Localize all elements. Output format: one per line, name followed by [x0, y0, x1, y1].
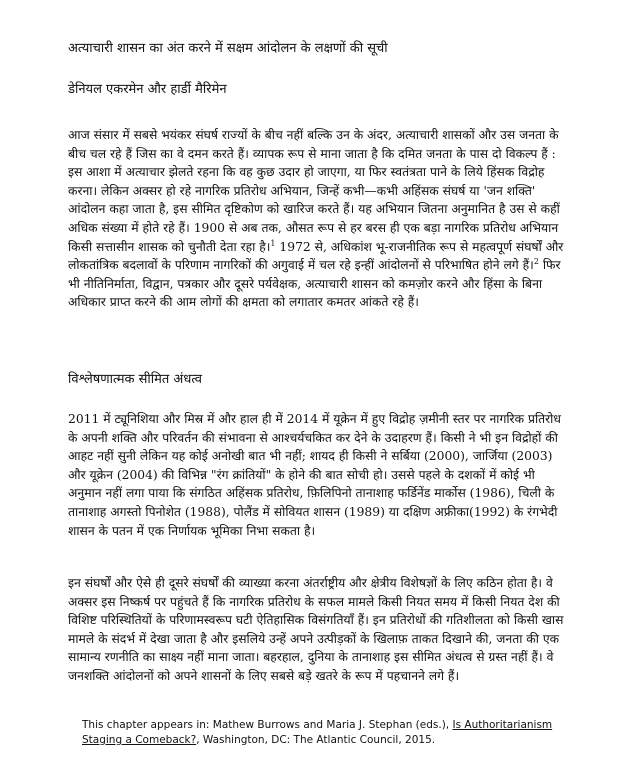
- document-title: अत्याचारी शासन का अंत करने में सक्षम आंदोलन के लक्षणों की सूची: [68, 41, 388, 56]
- document-authors: डेनियल एकरमेन और हार्डी मैरिमेन: [68, 82, 227, 97]
- paragraph-examples: 2011 में ट्यूनिशिया और मिस्र में और हाल ही में 2014 में यूक्रेन में हुए विद्रोह ज़मीनी स्तर पर नागरिक प्रतिरोध के अपनी शक्ति और परिवर्तन की संभावना से आश्चर्यचकित कर देने के उदाहरण हैं। किसी ने भी इन विद्रोहों की आहट नहीं सुनी लेकिन यह कोई अनोखी बात भी नहीं; शायद ही किसी ने सर्बिया (2000), जार्जिया (2003) और यूक्रेन (2004) की विभिन्न "रंग क्रांतियों" के होने की बात सोची हो। उससे पहले के दशकों में कोई भी अनुमान नहीं लगा पाया कि संगठित अहिंसक प्रतिरोध, फ़िलिपिनो तानाशाह फर्डिनेंड मार्कोस (1986), चिली के तानाशाह अगस्तो पिनोशेत (1988), पोलैंड में सोवियत शासन (1989) या दक्षिण अफ्रीका(1992) के रंगभेदी शासन के पतन में एक निर्णायक भूमिका निभा सकता है।: [68, 412, 561, 538]
- footnote-marker-1: 1: [270, 238, 276, 248]
- chapter-citation: [82, 718, 562, 748]
- citation-prefix: This chapter appears in: Mathew Burrows and Maria J. Stephan (eds.),: [82, 719, 453, 731]
- citation-book-link[interactable]: Is Authoritarianism Staging a Comeback?: [82, 719, 553, 746]
- citation-suffix: , Washington, DC: The Atlantic Council, 2015.: [196, 734, 436, 746]
- footnote-marker-2: 2: [533, 257, 539, 267]
- paragraph-text: 1972 से, अधिकांश भू-राजनीतिक रूप से महत्वपूर्ण संघर्षों और लोकतांत्रिक बदलावों के परिणाम नागरिकों की अगुवाई में चल रहे इन्हीं आंदोलनों से परिभाषित होने लगे हैं।: [68, 239, 564, 273]
- paragraph-introduction: [68, 126, 568, 312]
- section-heading: विश्लेषणात्मक सीमित अंधत्व: [68, 372, 203, 387]
- paragraph-analysis: इन संघर्षों और ऐसे ही दूसरे संघर्षों की व्याख्या करना अंतर्राष्ट्रीय और क्षेत्रीय विशेषज्ञों के लिए कठिन होता है। वे अक्सर इस निष्कर्ष पर पहुंचते हैं कि नागरिक प्रतिरोध के सफल मामले किसी नियत समय में किसी नियत देश की विशिष्ट परिस्थितियों के परिणामस्वरूप घटी ऐतिहासिक विसंगतियाँ हैं। इन प्रतिरोधों की गतिशीलता को किसी खास मामले के संदर्भ में देखा जाता है और इसलिये उन्हें अपने उत्पीड़कों के खिलाफ़ ताकत दिखाने की, जनता की एक सामान्य रणनीति का साक्ष्य नहीं माना जाता। बहरहाल, दुनिया के तानाशाह इस सीमित अंधत्व से ग्रस्त नहीं हैं। वे जनशक्ति आंदोलनों को अपने शासनों के लिए सबसे बड़े खतरे के रूप में पहचानने लगे हैं।: [68, 576, 564, 683]
- paragraph-text: आज संसार में सबसे भयंकर संघर्ष राज्यों के बीच नहीं बल्कि उन के अंदर, अत्याचारी शासकों और उस जनता के बीच चल रहे हैं जिस का वे दमन करते हैं। व्यापक रूप से माना जाता है कि दमित जनता के पास दो विकल्प हैं : इस आशा में अत्याचार झेलते रहना कि वह कुछ उदार हो जाएगा, या फिर स्वतंत्रता पाने के लिये हिंसक विद्रोह करना। लेकिन अक्सर हो रहे नागरिक प्रतिरोध अभियान, जिन्हें कभी—कभी अहिंसक संघर्ष या 'जन शक्ति' आंदोलन कहा जाता है, इस सीमित दृष्टिकोण को खारिज करते हैं। यह अभियान जितना अनुमानित है उस से कहीं अधिक संख्या में होते रहे हैं। 1900 से अब तक, औसत रूप से हर बरस ही एक बड़ा नागरिक प्रतिरोध अभियान किसी सत्तासीन शासक को चुनौती देता रहा है।: [68, 128, 560, 254]
- paragraph-text: फिर भी नीतिनिर्माता, विद्वान, पत्रकार और दूसरे पर्यवेक्षक, अत्याचारी शासन को कमज़ोर करने और हिंसा के बिना अधिकार प्राप्त करने की आम लोगों की क्षमता को लगातार कमतर आंकते रहे हैं।: [68, 258, 561, 310]
